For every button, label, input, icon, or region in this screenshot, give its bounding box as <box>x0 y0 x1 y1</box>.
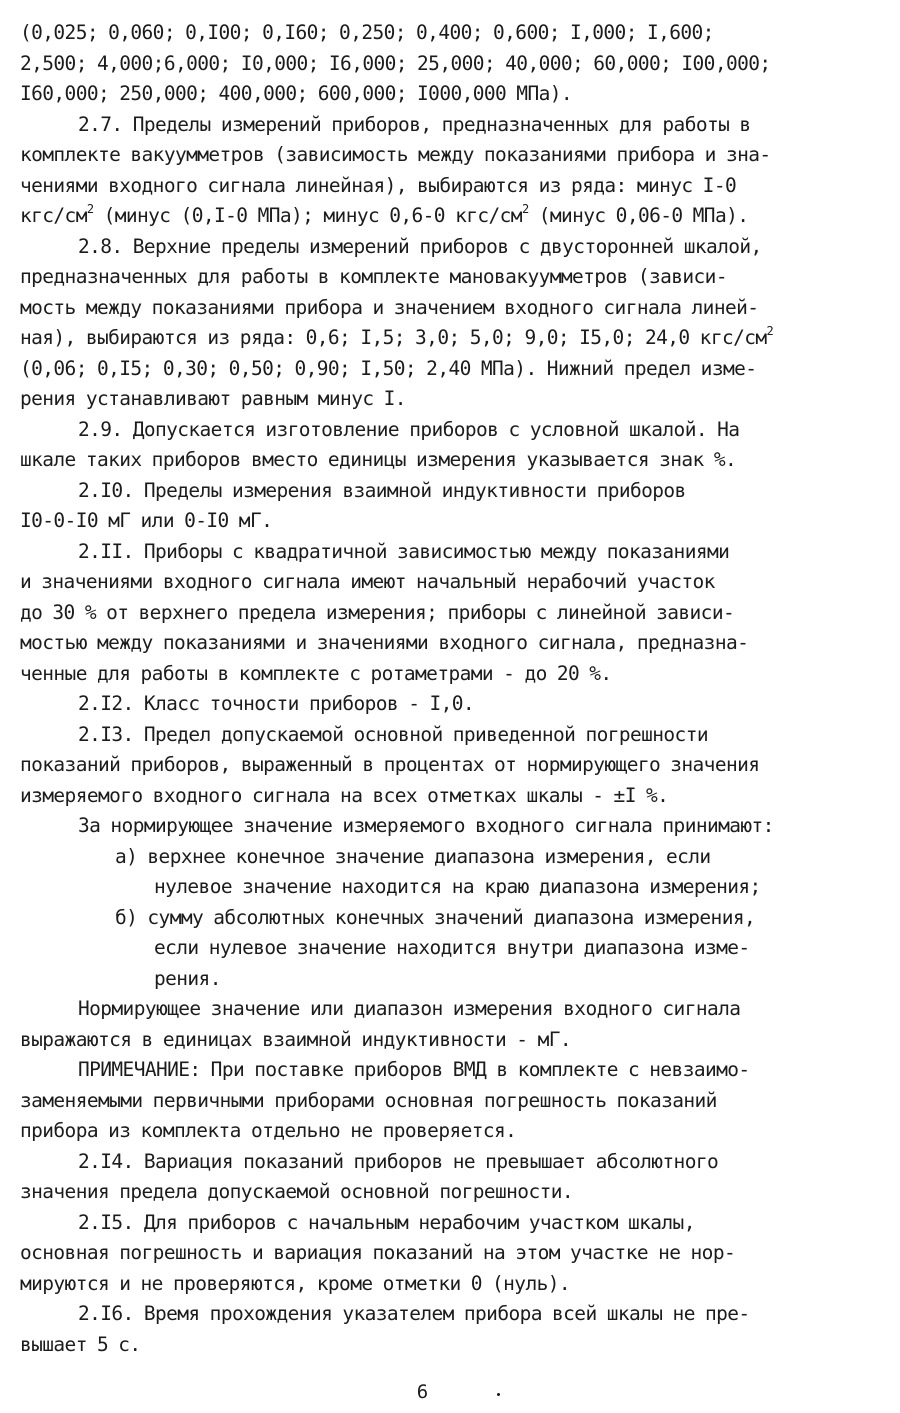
text-line: прибора из комплекта отдельно не проверяется. <box>20 1119 517 1142</box>
list-item-b-continuation: если нулевое значение находится внутри диапазона изме- <box>154 936 750 959</box>
text-fragment: (минус 0,06-0 МПа). <box>528 204 749 227</box>
paragraph-2-12: 2.I2. Класс точности приборов - I,0. <box>78 692 475 715</box>
list-item-b-continuation: рения. <box>154 966 221 990</box>
text-line: рения устанавливают равным минус I. <box>20 387 406 410</box>
list-item-a-continuation: нулевое значение находится на краю диапазона измерения; <box>154 875 761 898</box>
text-line-with-superscripts <box>20 201 890 232</box>
text-line-with-superscript <box>20 323 890 354</box>
text-line: показаний приборов, выраженный в процентах от нормирующего значения <box>20 753 760 776</box>
paragraph-2-15-start: 2.I5. Для приборов с начальным нерабочим участком шкалы, <box>78 1210 695 1234</box>
superscript: 2 <box>86 202 94 216</box>
paragraph-2-13-start: 2.I3. Предел допускаемой основной приведенной погрешности <box>78 722 708 746</box>
text-line: мируются и не проверяются, кроме отметки 0 (нуль). <box>20 1271 570 1295</box>
text-fragment: (минус (0,I-0 МПа); минус 0,6-0 кгс/см <box>93 204 522 227</box>
text-line: вышает 5 с. <box>20 1332 141 1356</box>
text-line: и значениями входного сигнала имеют начальный нерабочий участок <box>20 570 715 593</box>
text-line: За нормирующее значение измеряемого входного сигнала принимают: <box>78 814 774 837</box>
text-line: чениями входного сигнала линейная), выбираются из ряда: минус I-0 <box>20 173 737 197</box>
paragraph-2-9-start: 2.9. Допускается изготовление приборов с условной шкалой. На <box>78 417 740 441</box>
page-number <box>0 1380 900 1404</box>
list-item-a: а) верхнее конечное значение диапазона измерения, если <box>115 844 711 868</box>
text-line: I0-0-I0 мГ или 0-I0 мГ. <box>20 509 273 532</box>
text-line: ченные для работы в комплекте с ротаметрами - до 20 %. <box>20 661 612 685</box>
superscript: 2 <box>521 202 529 216</box>
paragraph-2-8-start: 2.8. Верхние пределы измерений приборов с двусторонней шкалой, <box>78 234 762 258</box>
text-line: комплекте вакуумметров (зависимость между показаниями прибора и зна- <box>20 143 771 166</box>
text-line: (0,06; 0,I5; 0,30; 0,50; 0,90; I,50; 2,40 МПа). Нижний предел изме- <box>20 356 757 380</box>
document-page <box>20 18 890 1360</box>
text-line: предназначенных для работы в комплекте мановакуумметров (зависи- <box>20 265 727 288</box>
paragraph-2-16-start: 2.I6. Время прохождения указателем прибора всей шкалы не пре- <box>78 1302 750 1325</box>
text-line: 2,500; 4,000;6,000; I0,000; I6,000; 25,000; 40,000; 60,000; I00,000; <box>20 51 771 75</box>
paragraph-2-7-start: 2.7. Пределы измерений приборов, предназначенных для работы в <box>78 112 751 136</box>
text-line: I60,000; 250,000; 400,000; 600,000; I000,000 МПа). <box>20 82 572 105</box>
text-line: шкале таких приборов вместо единицы измерения указывается знак %. <box>20 448 737 471</box>
list-item-b: б) сумму абсолютных конечных значений диапазона измерения, <box>115 905 756 929</box>
superscript: 2 <box>766 324 774 338</box>
stray-dot <box>497 1393 500 1396</box>
text-line: (0,025; 0,060; 0,I00; 0,I60; 0,250; 0,400; 0,600; I,000; I,600; <box>20 21 714 44</box>
text-fragment: ная), выбираются из ряда: 0,6; I,5; 3,0; 5,0; 9,0; I5,0; 24,0 кгс/см <box>20 326 767 349</box>
paragraph-2-10-start: 2.I0. Пределы измерения взаимной индуктивности приборов <box>78 478 686 502</box>
text-line: измеряемого входного сигнала на всех отметках шкалы - ±I %. <box>20 783 669 807</box>
text-line: мость между показаниями прибора и значением входного сигнала линей- <box>20 295 759 319</box>
text-line: основная погрешность и вариация показаний на этом участке не нор- <box>20 1241 736 1264</box>
text-line: мостью между показаниями и значениями входного сигнала, предназна- <box>20 631 749 654</box>
paragraph-2-14-start: 2.I4. Вариация показаний приборов не превышает абсолютного <box>78 1149 719 1173</box>
text-line: заменяемыми первичными приборами основная погрешность показаний <box>20 1088 717 1112</box>
text-line: до 30 % от верхнего предела измерения; приборы с линейной зависи- <box>20 600 735 624</box>
text-fragment: кгс/см <box>20 204 87 227</box>
text-line: выражаются в единицах взаимной индуктивности - мГ. <box>20 1027 571 1051</box>
paragraph-normalizing-start: Нормирующее значение или диапазон измерения входного сигнала <box>78 997 741 1020</box>
text-line: значения предела допускаемой основной погрешности. <box>20 1180 573 1203</box>
page-number-text: 6 <box>416 1381 429 1403</box>
note-start: ПРИМЕЧАНИЕ: При поставке приборов ВМД в комплекте с невзаимо- <box>78 1058 750 1081</box>
paragraph-2-11-start: 2.II. Приборы с квадратичной зависимостью между показаниями <box>78 539 730 563</box>
